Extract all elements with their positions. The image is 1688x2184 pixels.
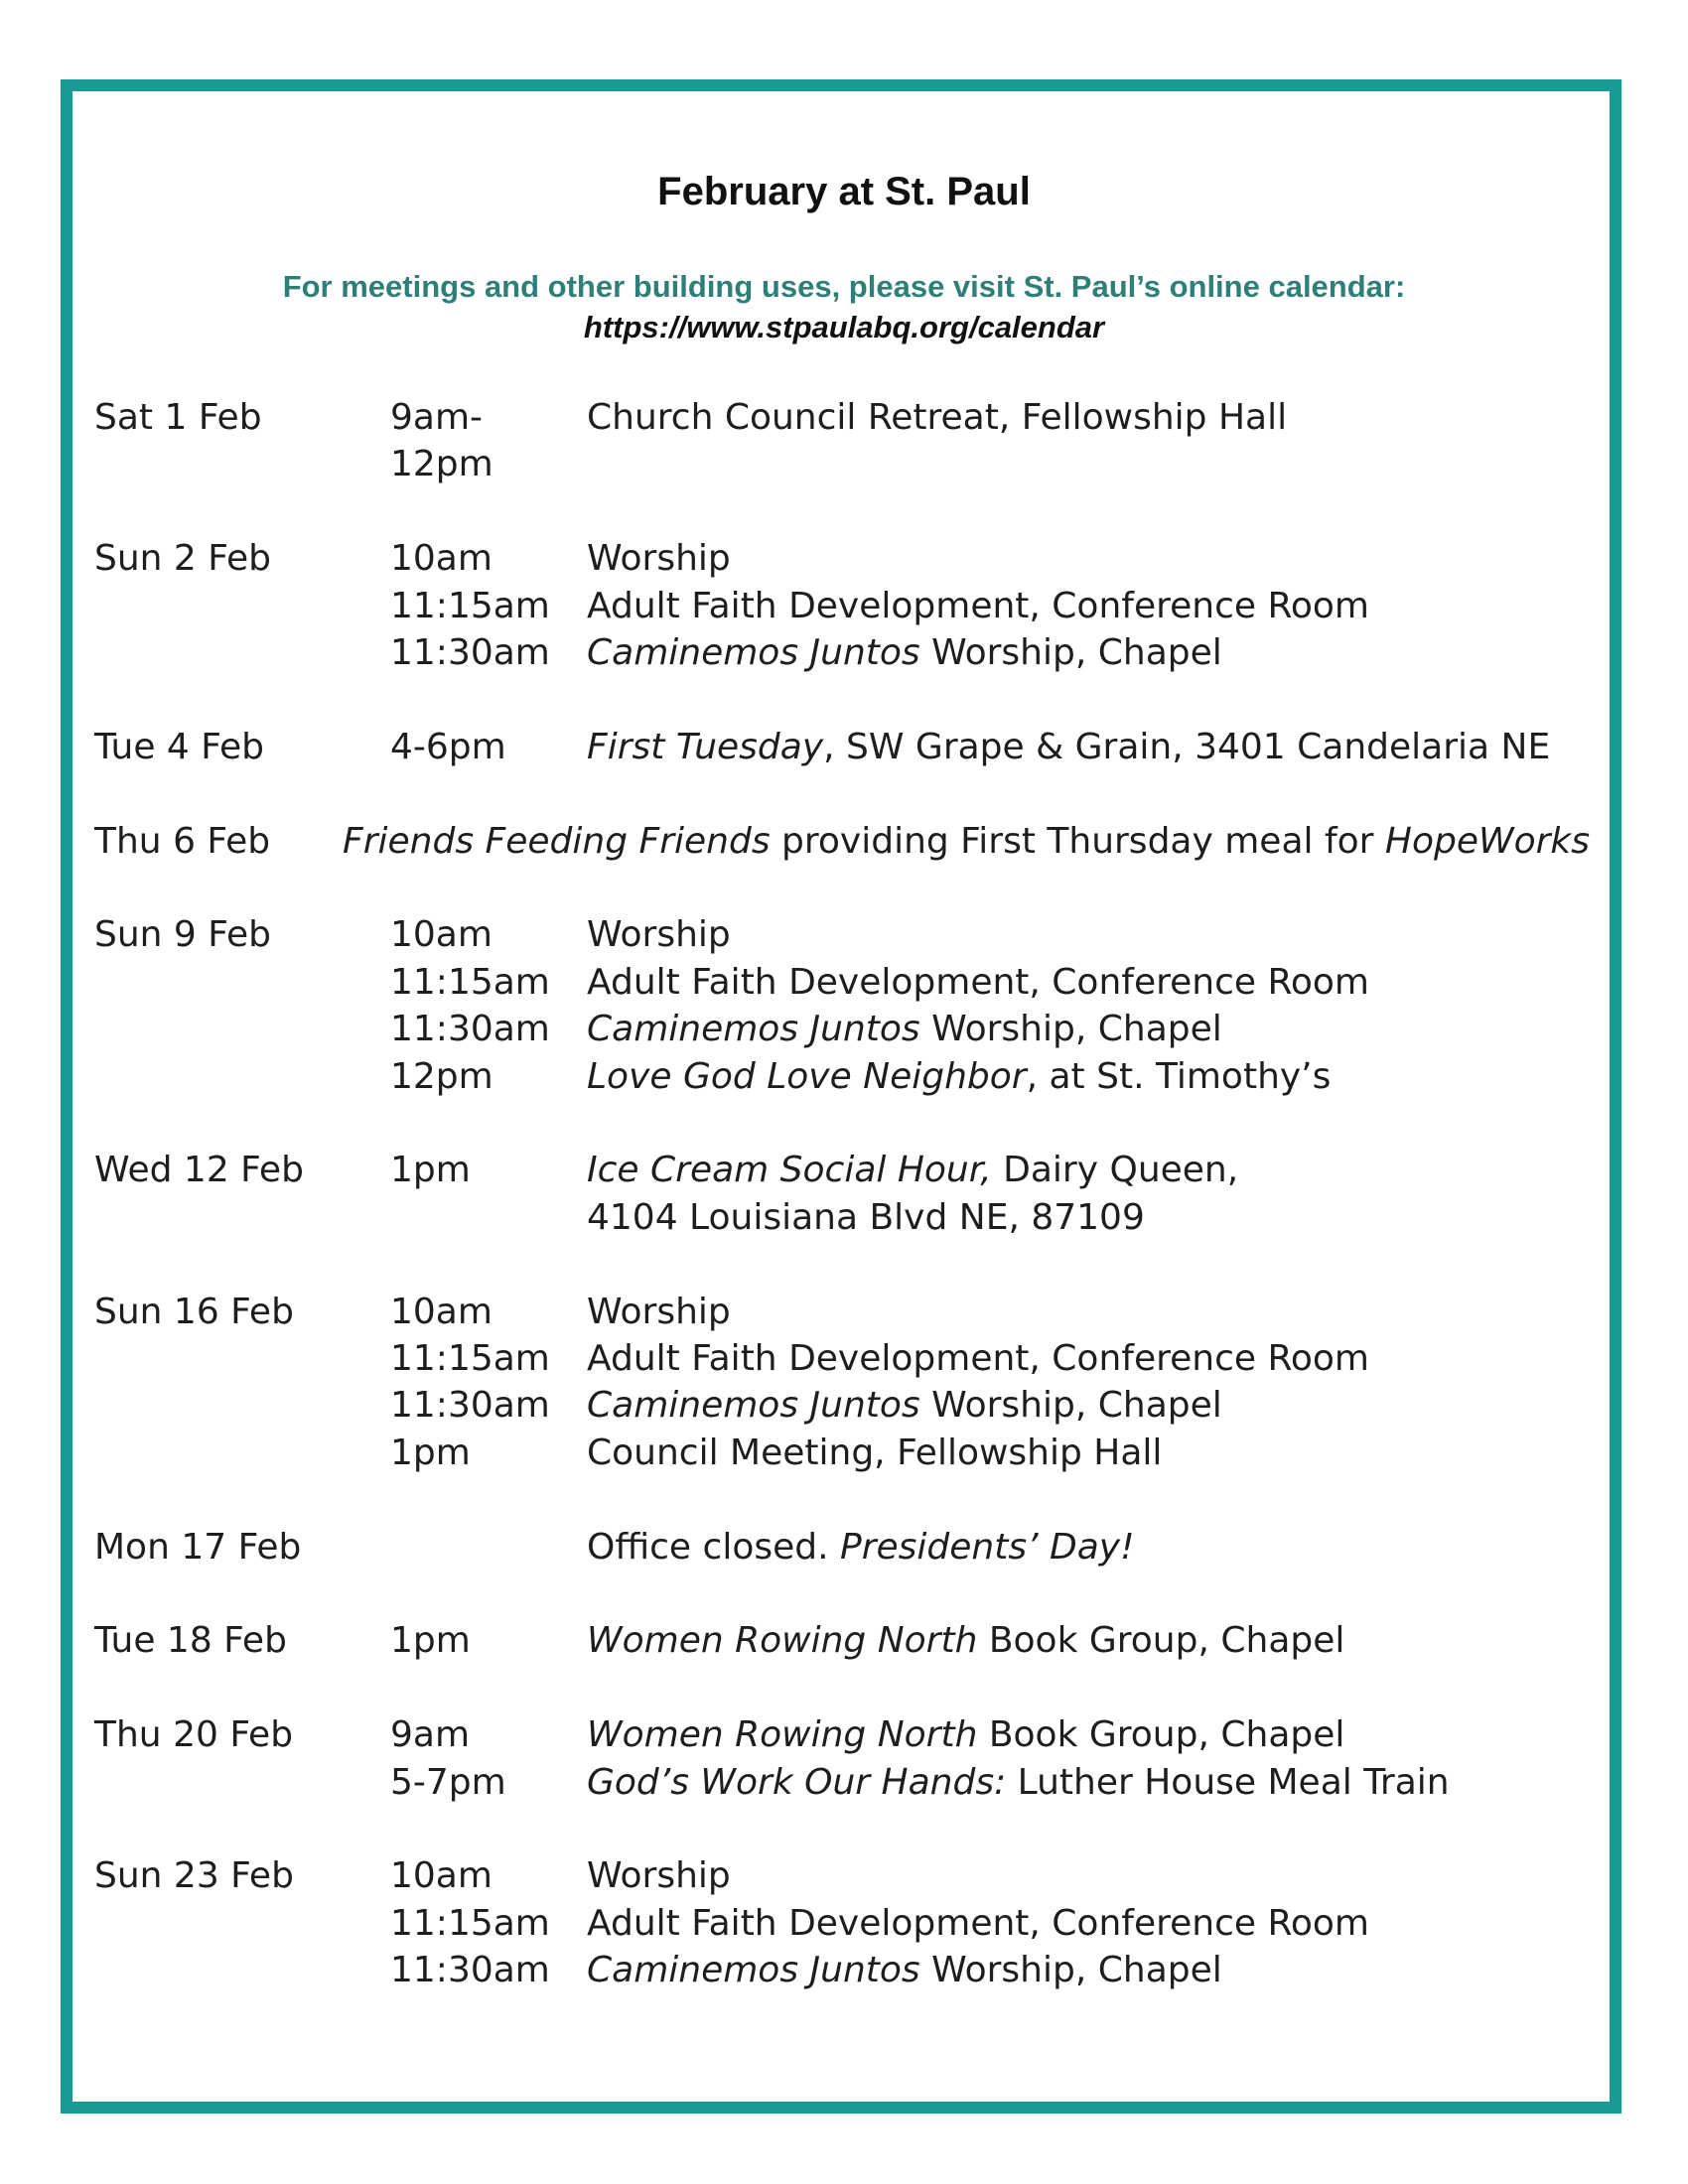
event-time: 11:30am <box>390 1009 550 1050</box>
day-times <box>390 1147 587 1241</box>
event-item <box>587 583 1604 629</box>
event-text: Adult Faith Development, Conference Room <box>587 1902 1369 1944</box>
event-schedule <box>94 394 1604 2041</box>
event-text: Worship <box>587 1855 731 1897</box>
event-text: Worship <box>587 538 731 580</box>
event-emphasis: Love God Love Neighbor <box>587 1055 1027 1097</box>
event-item <box>587 1617 1604 1664</box>
event-item <box>587 1053 1604 1100</box>
schedule-day <box>94 1617 1604 1664</box>
schedule-day <box>94 1289 1604 1477</box>
day-date: Sun 9 Feb <box>94 914 272 956</box>
event-emphasis: God’s Work Our Hands: <box>587 1761 1007 1803</box>
day-times <box>390 724 587 770</box>
event-item <box>587 1147 1604 1193</box>
event-emphasis: Women Rowing North <box>587 1714 978 1756</box>
day-date: Sat 1 Feb <box>94 397 262 438</box>
event-text: 4104 Louisiana Blvd NE, 87109 <box>587 1196 1145 1238</box>
event-text: , at St. Timothy’s <box>1026 1055 1332 1097</box>
day-events <box>587 1147 1604 1241</box>
event-time: 1pm <box>390 1620 471 1662</box>
event-item <box>587 629 1604 676</box>
day-date: Thu 20 Feb <box>94 1714 294 1756</box>
day-note-emphasis: HopeWorks <box>1384 820 1591 862</box>
event-item <box>587 1194 1604 1241</box>
event-text: , SW Grape & Grain, 3401 Candelaria NE <box>823 726 1551 767</box>
day-note-text: providing First Thursday meal for <box>770 820 1385 862</box>
event-item <box>587 535 1604 582</box>
day-times <box>390 1711 587 1806</box>
event-text: Church Council Retreat, Fellowship Hall <box>587 397 1288 438</box>
event-item <box>587 1382 1604 1429</box>
calendar-link[interactable]: https://www.stpaulabq.org/calendar <box>583 310 1105 344</box>
event-emphasis: Caminemos Juntos <box>587 632 920 674</box>
event-time: 10am <box>390 914 492 956</box>
day-date: Tue 4 Feb <box>94 726 265 767</box>
schedule-day <box>94 911 1604 1100</box>
event-item <box>587 1006 1604 1052</box>
event-text: Adult Faith Development, Conference Room <box>587 961 1369 1003</box>
event-text: Dairy Queen, <box>991 1150 1239 1191</box>
event-time: 11:30am <box>390 632 550 674</box>
event-item <box>587 1711 1604 1758</box>
event-time: 9am <box>390 1714 471 1756</box>
day-date: Sun 16 Feb <box>94 1291 294 1332</box>
schedule-day <box>94 1852 1604 1993</box>
day-date: Tue 18 Feb <box>94 1620 287 1662</box>
event-time: 11:15am <box>390 961 550 1003</box>
schedule-day <box>94 394 1604 488</box>
event-emphasis: Presidents’ Day! <box>840 1526 1135 1568</box>
event-item <box>587 1289 1604 1335</box>
day-date: Sun 23 Feb <box>94 1855 294 1897</box>
event-text: Book Group, Chapel <box>977 1714 1345 1756</box>
event-time: 12pm <box>390 444 493 485</box>
event-time: 11:15am <box>390 1338 550 1380</box>
day-date: Thu 6 Feb <box>94 820 271 862</box>
day-times <box>390 1524 587 1570</box>
event-time: 11:15am <box>390 1902 550 1944</box>
event-time: 10am <box>390 1291 492 1332</box>
event-text: Worship <box>587 914 731 956</box>
day-events <box>587 1711 1604 1806</box>
event-time: 11:15am <box>390 585 550 626</box>
event-time: 4-6pm <box>390 726 506 767</box>
event-item <box>587 1852 1604 1899</box>
event-emphasis: Women Rowing North <box>587 1620 978 1662</box>
day-events <box>587 1852 1604 1993</box>
day-times <box>390 1617 587 1664</box>
event-text: Adult Faith Development, Conference Room <box>587 585 1369 626</box>
day-times <box>390 1852 587 1993</box>
event-text: Worship, Chapel <box>919 1950 1222 1991</box>
day-note <box>343 818 1590 865</box>
day-times <box>390 535 587 676</box>
event-time: 9am- <box>390 397 484 438</box>
day-note-emphasis: Friends Feeding Friends <box>343 820 771 862</box>
day-events <box>587 1524 1604 1570</box>
day-events <box>587 724 1604 770</box>
event-item <box>587 1900 1604 1947</box>
event-time: 10am <box>390 1855 492 1897</box>
day-times <box>390 911 587 1100</box>
day-date: Sun 2 Feb <box>94 538 272 580</box>
event-item <box>587 1947 1604 1993</box>
event-item <box>587 1759 1604 1806</box>
event-time <box>390 1524 587 1570</box>
day-times <box>390 1289 587 1477</box>
event-text: Worship, Chapel <box>919 632 1222 674</box>
schedule-day <box>94 1147 1604 1241</box>
schedule-day <box>94 818 1604 865</box>
schedule-day <box>94 1711 1604 1806</box>
event-emphasis: Caminemos Juntos <box>587 1385 920 1427</box>
day-times <box>390 394 587 488</box>
event-item <box>587 724 1604 770</box>
event-time: 10am <box>390 538 492 580</box>
event-time: 1pm <box>390 1432 471 1473</box>
day-date: Wed 12 Feb <box>94 1150 304 1191</box>
day-events <box>587 1289 1604 1477</box>
event-text: Worship, Chapel <box>919 1385 1222 1427</box>
event-text: Luther House Meal Train <box>1006 1761 1450 1803</box>
schedule-day <box>94 1524 1604 1570</box>
event-item <box>587 1430 1604 1476</box>
event-text: Book Group, Chapel <box>977 1620 1345 1662</box>
day-date: Mon 17 Feb <box>94 1526 302 1568</box>
event-emphasis: Caminemos Juntos <box>587 1950 920 1991</box>
event-item <box>587 1335 1604 1382</box>
event-time: 11:30am <box>390 1385 550 1427</box>
event-text: Worship, Chapel <box>919 1009 1222 1050</box>
event-item <box>587 959 1604 1006</box>
event-text: Council Meeting, Fellowship Hall <box>587 1432 1163 1473</box>
day-events <box>587 1617 1604 1664</box>
event-text: Office closed. <box>587 1526 840 1568</box>
event-emphasis: Caminemos Juntos <box>587 1009 920 1050</box>
day-events <box>587 394 1604 488</box>
calendar-note: For meetings and other building uses, please visit St. Paul’s online calendar: <box>282 269 1406 304</box>
event-emphasis: First Tuesday <box>587 726 824 767</box>
event-text: Adult Faith Development, Conference Room <box>587 1338 1369 1380</box>
event-item <box>587 394 1604 441</box>
event-time: 12pm <box>390 1055 493 1097</box>
page-title: February at St. Paul <box>657 170 1031 213</box>
schedule-day <box>94 724 1604 770</box>
day-events <box>587 535 1604 676</box>
event-item <box>587 1524 1604 1570</box>
event-text: Worship <box>587 1291 731 1332</box>
event-time: 1pm <box>390 1150 471 1191</box>
event-time: 11:30am <box>390 1950 550 1991</box>
event-time: 5-7pm <box>390 1761 506 1803</box>
event-emphasis: Ice Cream Social Hour, <box>587 1150 992 1191</box>
event-item <box>587 911 1604 958</box>
day-events <box>587 911 1604 1100</box>
schedule-day <box>94 535 1604 676</box>
